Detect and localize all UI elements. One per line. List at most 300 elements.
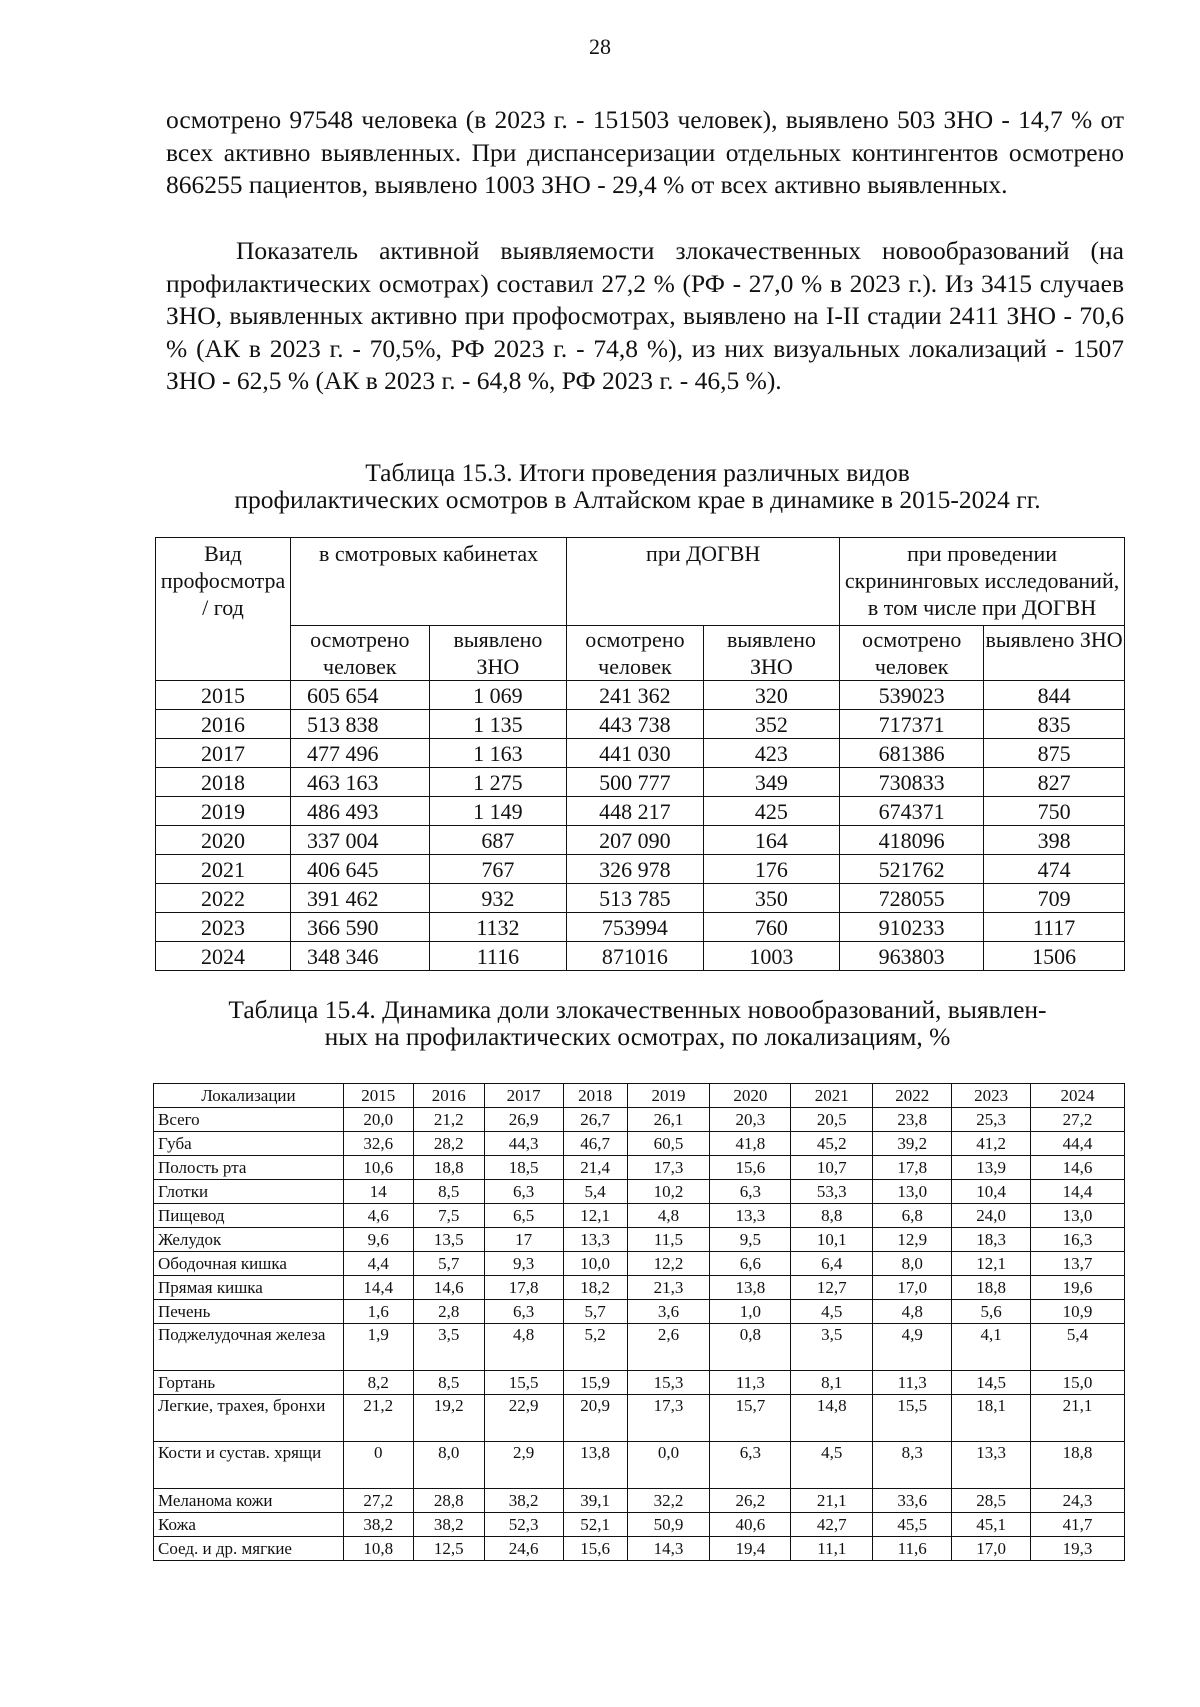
- table-cell: 681386: [840, 739, 984, 768]
- table-cell: 6,3: [484, 1180, 563, 1204]
- table-cell: 44,4: [1031, 1132, 1125, 1156]
- header-year: 2021: [791, 1084, 873, 1108]
- localization-cell: Желудок: [154, 1228, 344, 1252]
- table-cell: 1132: [429, 913, 567, 942]
- table-cell: 844: [984, 681, 1125, 710]
- table-cell: 41,2: [952, 1132, 1031, 1156]
- table-cell: 513 785: [567, 884, 703, 913]
- table-row: [156, 855, 1125, 884]
- table-row: [156, 681, 1125, 710]
- year-cell: 2017: [156, 739, 291, 768]
- table-cell: 352: [703, 710, 839, 739]
- table-row: [156, 710, 1125, 739]
- table-cell: 27,2: [1031, 1108, 1125, 1132]
- table-cell: 539023: [840, 681, 984, 710]
- table-cell: 750: [984, 797, 1125, 826]
- table-cell: 10,0: [563, 1252, 627, 1276]
- table-cell: 24,6: [484, 1537, 563, 1561]
- table-cell: 10,1: [791, 1228, 873, 1252]
- table-cell: 15,7: [710, 1395, 791, 1442]
- table-cell: 12,9: [873, 1228, 952, 1252]
- table-cell: 760: [703, 913, 839, 942]
- table-cell: 3,5: [413, 1324, 484, 1371]
- table-cell: 13,5: [413, 1228, 484, 1252]
- table-cell: 6,8: [873, 1204, 952, 1228]
- table-cell: 1,0: [710, 1300, 791, 1324]
- header-group-dogvn: при ДОГВН: [567, 538, 840, 626]
- header-detected: выявлено ЗНО: [429, 626, 567, 681]
- table-cell: 326 978: [567, 855, 703, 884]
- table-cell: 9,5: [710, 1228, 791, 1252]
- localization-cell: Прямая кишка: [154, 1276, 344, 1300]
- table-cell: 767: [429, 855, 567, 884]
- localization-cell: Печень: [154, 1300, 344, 1324]
- table-cell: 6,5: [484, 1204, 563, 1228]
- table-cell: 45,1: [952, 1513, 1031, 1537]
- caption-line: Таблица 15.4. Динамика доли злокачественных новообразований, выявлен-: [228, 995, 1047, 1024]
- table-cell: 11,1: [791, 1537, 873, 1561]
- table-cell: 53,3: [791, 1180, 873, 1204]
- table-cell: 26,2: [710, 1489, 791, 1513]
- header-year: 2023: [952, 1084, 1031, 1108]
- localization-cell: Пищевод: [154, 1204, 344, 1228]
- table-cell: 10,4: [952, 1180, 1031, 1204]
- table-cell: 12,1: [563, 1204, 627, 1228]
- year-cell: 2024: [156, 942, 291, 971]
- table-cell: 21,2: [413, 1108, 484, 1132]
- table-cell: 176: [703, 855, 839, 884]
- table-cell: 8,0: [413, 1442, 484, 1489]
- table-cell: 17,3: [627, 1156, 710, 1180]
- table-cell: 6,4: [791, 1252, 873, 1276]
- table-cell: 15,6: [710, 1156, 791, 1180]
- table-row: [154, 1371, 1125, 1395]
- table-cell: 753994: [567, 913, 703, 942]
- table-cell: 337 004: [291, 826, 430, 855]
- table-cell: 10,2: [627, 1180, 710, 1204]
- table-cell: 11,3: [873, 1371, 952, 1395]
- table-15-4: [153, 1083, 1125, 1561]
- year-cell: 2018: [156, 768, 291, 797]
- table-cell: 15,5: [484, 1371, 563, 1395]
- table-cell: 27,2: [343, 1489, 413, 1513]
- year-cell: 2015: [156, 681, 291, 710]
- table-cell: 0: [343, 1442, 413, 1489]
- table-cell: 349: [703, 768, 839, 797]
- table-cell: 20,9: [563, 1395, 627, 1442]
- table-cell: 39,2: [873, 1132, 952, 1156]
- table-cell: 1506: [984, 942, 1125, 971]
- table-cell: 425: [703, 797, 839, 826]
- header-examined: осмотрено человек: [567, 626, 703, 681]
- table-cell: 4,5: [791, 1442, 873, 1489]
- header-year: 2022: [873, 1084, 952, 1108]
- table-cell: 4,9: [873, 1324, 952, 1371]
- table-cell: 963803: [840, 942, 984, 971]
- table-cell: 398: [984, 826, 1125, 855]
- table-cell: 10,6: [343, 1156, 413, 1180]
- table-row: [154, 1537, 1125, 1561]
- table-cell: 3,6: [627, 1300, 710, 1324]
- table-cell: 14,3: [627, 1537, 710, 1561]
- table-row: [154, 1395, 1125, 1442]
- table-cell: 25,3: [952, 1108, 1031, 1132]
- table-cell: 1 163: [429, 739, 567, 768]
- table-cell: 13,8: [710, 1276, 791, 1300]
- table-cell: 12,5: [413, 1537, 484, 1561]
- table-cell: 1 069: [429, 681, 567, 710]
- table-cell: 14,6: [413, 1276, 484, 1300]
- table-cell: 28,5: [952, 1489, 1031, 1513]
- table-cell: 11,3: [710, 1371, 791, 1395]
- table-cell: 11,6: [873, 1537, 952, 1561]
- table-cell: 13,3: [952, 1442, 1031, 1489]
- table-cell: 18,3: [952, 1228, 1031, 1252]
- table-15-4-caption: [150, 996, 1125, 1050]
- caption-line: ных на профилактических осмотрах, по локализациям, %: [324, 1022, 951, 1051]
- caption-line: профилактических осмотров в Алтайском крае в динамике в 2015-2024 гг.: [234, 485, 1041, 514]
- year-cell: 2016: [156, 710, 291, 739]
- table-cell: 17,8: [873, 1156, 952, 1180]
- table-cell: 15,0: [1031, 1371, 1125, 1395]
- table-cell: 52,1: [563, 1513, 627, 1537]
- table-cell: 4,8: [484, 1324, 563, 1371]
- table-cell: 38,2: [413, 1513, 484, 1537]
- table-cell: 16,3: [1031, 1228, 1125, 1252]
- table-cell: 1117: [984, 913, 1125, 942]
- table-cell: 12,1: [952, 1252, 1031, 1276]
- header-year: 2018: [563, 1084, 627, 1108]
- table-row: [156, 797, 1125, 826]
- table-cell: 28,2: [413, 1132, 484, 1156]
- table-cell: 24,0: [952, 1204, 1031, 1228]
- localization-cell: Легкие, трахея, бронхи: [154, 1395, 344, 1442]
- table-cell: 6,6: [710, 1252, 791, 1276]
- table-cell: 45,5: [873, 1513, 952, 1537]
- table-cell: 17,8: [484, 1276, 563, 1300]
- localization-cell: Кости и сустав. хрящи: [154, 1442, 344, 1489]
- table-cell: 13,0: [873, 1180, 952, 1204]
- table-cell: 10,9: [1031, 1300, 1125, 1324]
- header-examined: осмотрено человек: [291, 626, 430, 681]
- table-cell: 17,3: [627, 1395, 710, 1442]
- table-cell: 15,3: [627, 1371, 710, 1395]
- table-cell: 22,9: [484, 1395, 563, 1442]
- table-cell: 910233: [840, 913, 984, 942]
- table-cell: 60,5: [627, 1132, 710, 1156]
- table-cell: 8,5: [413, 1180, 484, 1204]
- table-cell: 1,6: [343, 1300, 413, 1324]
- table-cell: 448 217: [567, 797, 703, 826]
- table-cell: 513 838: [291, 710, 430, 739]
- table-cell: 1,9: [343, 1324, 413, 1371]
- table-cell: 835: [984, 710, 1125, 739]
- year-cell: 2020: [156, 826, 291, 855]
- header-group-exam-rooms: в смотровых кабинетах: [291, 538, 567, 626]
- table-cell: 14,4: [1031, 1180, 1125, 1204]
- year-cell: 2021: [156, 855, 291, 884]
- paragraph-2: Показатель активной выявляемости злокачественных новообразований (на профилактических осмотрах) составил 27,2 % (РФ - 27,0 % в 2023 г.). Из 3415 случаев ЗНО, выявленных активно при профосмотрах, выявлено на I-II стадии 2411 ЗНО - 70,6 % (АК в 2023 г. - 70,5%, РФ 2023 г. - 74,8 %), из них визуальных локализаций - 1507 ЗНО - 62,5 % (АК в 2023 г. - 64,8 %, РФ 2023 г. - 46,5 %).: [166, 236, 1124, 396]
- table-cell: 20,3: [710, 1108, 791, 1132]
- table-cell: 2,9: [484, 1442, 563, 1489]
- table-row: [154, 1324, 1125, 1371]
- header-year: 2020: [710, 1084, 791, 1108]
- table-cell: 17,0: [873, 1276, 952, 1300]
- table-cell: 463 163: [291, 768, 430, 797]
- table-cell: 41,7: [1031, 1513, 1125, 1537]
- table-cell: 44,3: [484, 1132, 563, 1156]
- table-cell: 474: [984, 855, 1125, 884]
- table-cell: 26,1: [627, 1108, 710, 1132]
- table-cell: 23,8: [873, 1108, 952, 1132]
- caption-line: Таблица 15.3. Итоги проведения различных видов: [365, 458, 910, 487]
- table-cell: 10,7: [791, 1156, 873, 1180]
- table-cell: 6,3: [710, 1442, 791, 1489]
- table-cell: 14,5: [952, 1371, 1031, 1395]
- table-15-4-body: [154, 1084, 1125, 1561]
- table-cell: 730833: [840, 768, 984, 797]
- table-cell: 40,6: [710, 1513, 791, 1537]
- table-cell: 15,9: [563, 1371, 627, 1395]
- table-cell: 717371: [840, 710, 984, 739]
- table-cell: 39,1: [563, 1489, 627, 1513]
- table-cell: 17,0: [952, 1537, 1031, 1561]
- table-cell: 14: [343, 1180, 413, 1204]
- table-cell: 42,7: [791, 1513, 873, 1537]
- table-row: [154, 1228, 1125, 1252]
- table-cell: 366 590: [291, 913, 430, 942]
- table-cell: 418096: [840, 826, 984, 855]
- header-group-screening: при проведении скрининговых исследований, в том числе при ДОГВН: [840, 538, 1125, 626]
- table-cell: 8,8: [791, 1204, 873, 1228]
- table-cell: 20,0: [343, 1108, 413, 1132]
- table-cell: 8,2: [343, 1371, 413, 1395]
- table-cell: 18,2: [563, 1276, 627, 1300]
- table-cell: 1 275: [429, 768, 567, 797]
- localization-cell: Соед. и др. мягкие: [154, 1537, 344, 1561]
- table-cell: 13,3: [710, 1204, 791, 1228]
- table-cell: 12,7: [791, 1276, 873, 1300]
- table-cell: 2,8: [413, 1300, 484, 1324]
- year-cell: 2023: [156, 913, 291, 942]
- table-cell: 26,7: [563, 1108, 627, 1132]
- table-cell: 871016: [567, 942, 703, 971]
- table-row: [154, 1513, 1125, 1537]
- table-cell: 19,2: [413, 1395, 484, 1442]
- table-cell: 13,8: [563, 1442, 627, 1489]
- table-cell: 26,9: [484, 1108, 563, 1132]
- table-cell: 4,6: [343, 1204, 413, 1228]
- table-cell: 6,3: [484, 1300, 563, 1324]
- table-cell: 18,8: [952, 1276, 1031, 1300]
- table-cell: 932: [429, 884, 567, 913]
- table-cell: 18,5: [484, 1156, 563, 1180]
- table-15-3-body: [156, 681, 1125, 971]
- table-cell: 391 462: [291, 884, 430, 913]
- table-cell: 21,2: [343, 1395, 413, 1442]
- table-cell: 441 030: [567, 739, 703, 768]
- localization-cell: Всего: [154, 1108, 344, 1132]
- table-cell: 4,1: [952, 1324, 1031, 1371]
- localization-cell: Губа: [154, 1132, 344, 1156]
- table-cell: 21,3: [627, 1276, 710, 1300]
- table-cell: 4,8: [627, 1204, 710, 1228]
- table-cell: 1 149: [429, 797, 567, 826]
- table-cell: 0,8: [710, 1324, 791, 1371]
- table-cell: 164: [703, 826, 839, 855]
- table-cell: 348 346: [291, 942, 430, 971]
- table-row: [154, 1489, 1125, 1513]
- header-year: 2017: [484, 1084, 563, 1108]
- header-detected: выявлено ЗНО: [984, 626, 1125, 681]
- table-cell: 52,3: [484, 1513, 563, 1537]
- table-cell: 45,2: [791, 1132, 873, 1156]
- table-cell: 13,9: [952, 1156, 1031, 1180]
- table-cell: 350: [703, 884, 839, 913]
- table-cell: 9,6: [343, 1228, 413, 1252]
- header-examined: осмотрено человек: [840, 626, 984, 681]
- table-cell: 3,5: [791, 1324, 873, 1371]
- table-row: [154, 1204, 1125, 1228]
- table-cell: 728055: [840, 884, 984, 913]
- table-cell: 5,4: [1031, 1324, 1125, 1371]
- table-cell: 15,6: [563, 1537, 627, 1561]
- table-cell: 19,6: [1031, 1276, 1125, 1300]
- table-row: [156, 768, 1125, 797]
- table-cell: 1116: [429, 942, 567, 971]
- table-cell: 21,1: [791, 1489, 873, 1513]
- table-cell: 9,3: [484, 1252, 563, 1276]
- table-cell: 41,8: [710, 1132, 791, 1156]
- table-cell: 11,5: [627, 1228, 710, 1252]
- table-cell: 20,5: [791, 1108, 873, 1132]
- table-cell: 32,6: [343, 1132, 413, 1156]
- table-cell: 709: [984, 884, 1125, 913]
- table-cell: 5,7: [563, 1300, 627, 1324]
- table-cell: 443 738: [567, 710, 703, 739]
- page-number: 28: [589, 34, 611, 59]
- table-cell: 8,1: [791, 1371, 873, 1395]
- year-cell: 2022: [156, 884, 291, 913]
- localization-cell: Гортань: [154, 1371, 344, 1395]
- table-cell: 14,6: [1031, 1156, 1125, 1180]
- table-cell: 14,8: [791, 1395, 873, 1442]
- table-cell: 28,8: [413, 1489, 484, 1513]
- localization-cell: Полость рта: [154, 1156, 344, 1180]
- table-cell: 19,3: [1031, 1537, 1125, 1561]
- table-cell: 13,3: [563, 1228, 627, 1252]
- table-cell: 1003: [703, 942, 839, 971]
- table-row: [156, 739, 1125, 768]
- table-row: [154, 1132, 1125, 1156]
- localization-cell: Кожа: [154, 1513, 344, 1537]
- table-cell: 4,8: [873, 1300, 952, 1324]
- table-cell: 21,1: [1031, 1395, 1125, 1442]
- localization-cell: Глотки: [154, 1180, 344, 1204]
- localization-cell: Поджелудочная железа: [154, 1324, 344, 1371]
- table-15-3: [155, 537, 1125, 971]
- table-row: [154, 1442, 1125, 1489]
- table-cell: 4,5: [791, 1300, 873, 1324]
- header-type: Вид профосмотра / год: [156, 538, 291, 681]
- table-cell: 521762: [840, 855, 984, 884]
- table-cell: 13,7: [1031, 1252, 1125, 1276]
- header-year: 2015: [343, 1084, 413, 1108]
- header-localization: Локализации: [154, 1084, 344, 1108]
- table-cell: 50,9: [627, 1513, 710, 1537]
- table-cell: 24,3: [1031, 1489, 1125, 1513]
- table-cell: 46,7: [563, 1132, 627, 1156]
- table-row: [156, 942, 1125, 971]
- table-cell: 5,2: [563, 1324, 627, 1371]
- table-cell: 17: [484, 1228, 563, 1252]
- table-cell: 241 362: [567, 681, 703, 710]
- table-cell: 423: [703, 739, 839, 768]
- table-cell: 8,5: [413, 1371, 484, 1395]
- table-row: [154, 1252, 1125, 1276]
- header-year: 2019: [627, 1084, 710, 1108]
- paragraph-1: осмотрено 97548 человека (в 2023 г. - 151503 человек), выявлено 503 ЗНО - 14,7 % от всех активно выявленных. При диспансеризации отдельных контингентов осмотрено 866255 пациентов, выявлено 1003 ЗНО - 29,4 % от всех активно выявленных.: [166, 105, 1124, 200]
- table-cell: 477 496: [291, 739, 430, 768]
- table-cell: 320: [703, 681, 839, 710]
- table-cell: 8,3: [873, 1442, 952, 1489]
- table-cell: 38,2: [484, 1489, 563, 1513]
- table-cell: 19,4: [710, 1537, 791, 1561]
- table-row: [154, 1276, 1125, 1300]
- table-cell: 827: [984, 768, 1125, 797]
- header-detected: выявлено ЗНО: [703, 626, 839, 681]
- table-row: [156, 913, 1125, 942]
- table-cell: 14,4: [343, 1276, 413, 1300]
- table-row: [156, 884, 1125, 913]
- table-cell: 10,8: [343, 1537, 413, 1561]
- table-cell: 500 777: [567, 768, 703, 797]
- table-cell: 875: [984, 739, 1125, 768]
- table-cell: 406 645: [291, 855, 430, 884]
- table-row: [154, 1180, 1125, 1204]
- table-cell: 0,0: [627, 1442, 710, 1489]
- table-cell: 605 654: [291, 681, 430, 710]
- header-year: 2016: [413, 1084, 484, 1108]
- table-cell: 486 493: [291, 797, 430, 826]
- table-cell: 674371: [840, 797, 984, 826]
- table-cell: 4,4: [343, 1252, 413, 1276]
- table-row: [156, 826, 1125, 855]
- table-cell: 5,4: [563, 1180, 627, 1204]
- table-15-3-caption: [150, 459, 1125, 513]
- table-cell: 15,5: [873, 1395, 952, 1442]
- table-cell: 1 135: [429, 710, 567, 739]
- table-cell: 6,3: [710, 1180, 791, 1204]
- table-cell: 32,2: [627, 1489, 710, 1513]
- year-cell: 2019: [156, 797, 291, 826]
- table-cell: 13,0: [1031, 1204, 1125, 1228]
- table-cell: 33,6: [873, 1489, 952, 1513]
- table-cell: 7,5: [413, 1204, 484, 1228]
- table-cell: 5,6: [952, 1300, 1031, 1324]
- localization-cell: Ободочная кишка: [154, 1252, 344, 1276]
- table-cell: 207 090: [567, 826, 703, 855]
- table-cell: 18,8: [413, 1156, 484, 1180]
- localization-cell: Меланома кожи: [154, 1489, 344, 1513]
- table-cell: 18,1: [952, 1395, 1031, 1442]
- table-cell: 5,7: [413, 1252, 484, 1276]
- table-row: [154, 1300, 1125, 1324]
- table-cell: 12,2: [627, 1252, 710, 1276]
- table-header-row: [154, 1084, 1125, 1108]
- table-cell: 8,0: [873, 1252, 952, 1276]
- table-cell: 38,2: [343, 1513, 413, 1537]
